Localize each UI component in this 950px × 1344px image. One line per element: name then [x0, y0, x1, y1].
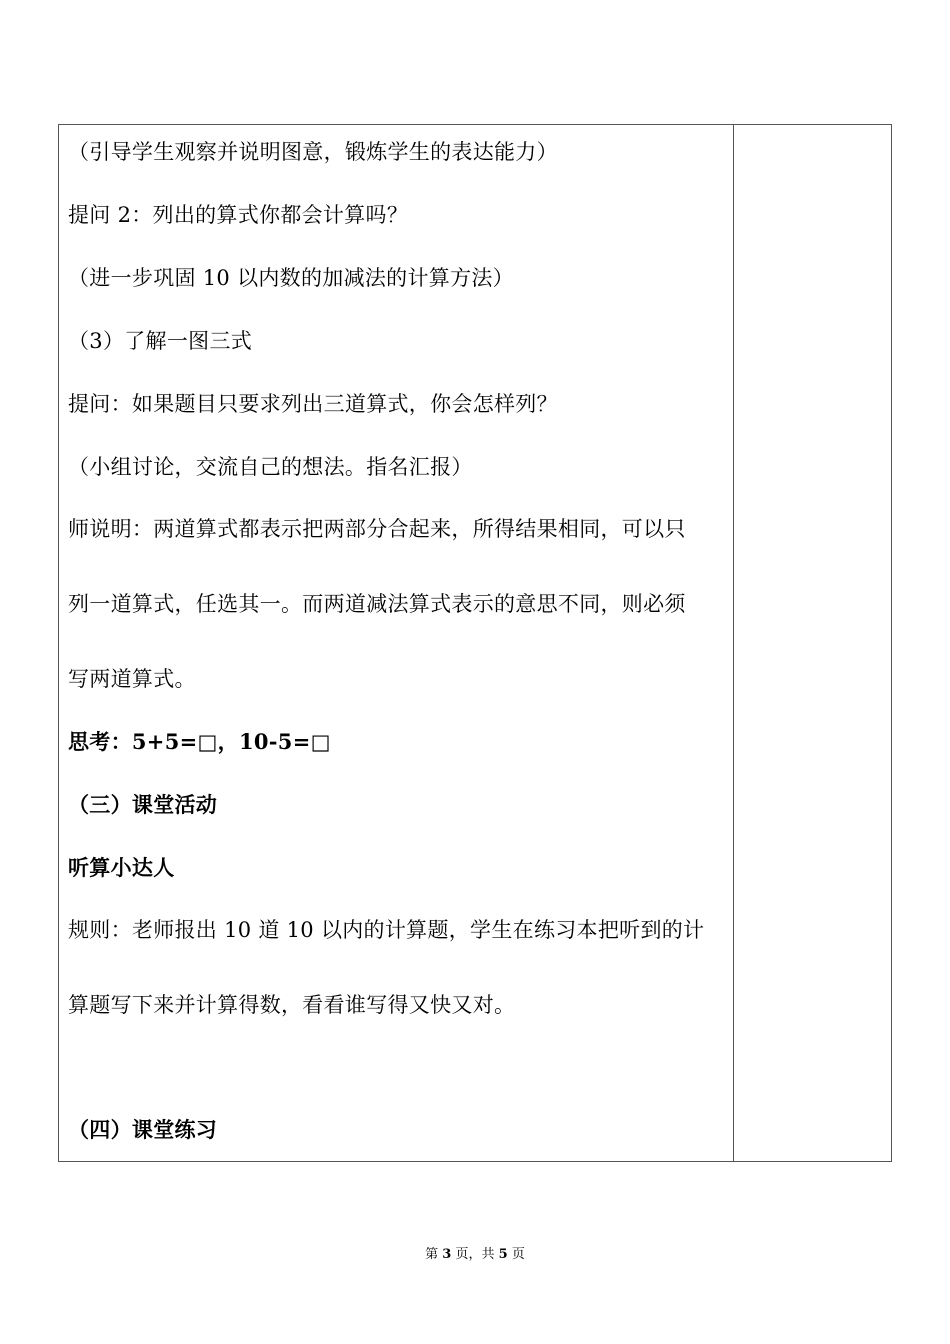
table-column-divider	[733, 124, 734, 1162]
text-line: 提问：如果题目只要求列出三道算式，你会怎样列？	[68, 392, 558, 416]
text-line: （引导学生观察并说明图意，锻炼学生的表达能力）	[68, 140, 558, 164]
text-line: 列一道算式，任选其一。而两道减法算式表示的意思不同，则必须	[68, 592, 686, 616]
section-heading: （3）了解一图三式	[68, 329, 253, 353]
text-line: 算题写下来并计算得数，看看谁写得又快又对。	[68, 993, 516, 1017]
page-footer	[0, 1246, 950, 1264]
footer-suffix: 页	[511, 1247, 525, 1262]
footer-middle: 页，共	[455, 1247, 495, 1262]
text-line: 写两道算式。	[68, 667, 196, 691]
footer-prefix: 第	[425, 1247, 439, 1262]
section-heading: （三）课堂活动	[68, 792, 218, 817]
thinking-prompt: 思考：5+5=□，10-5=□	[68, 729, 331, 754]
text-line: （小组讨论，交流自己的想法。指名汇报）	[68, 455, 473, 479]
activity-title: 听算小达人	[68, 855, 175, 880]
section-heading: （四）课堂练习	[68, 1117, 218, 1142]
text-line: 规则：老师报出 10 道 10 以内的计算题，学生在练习本把听到的计	[68, 918, 705, 942]
text-line: 师说明：两道算式都表示把两部分合起来，所得结果相同，可以只	[68, 517, 686, 541]
text-line: 提问 2：列出的算式你都会计算吗？	[68, 203, 409, 227]
text-line: （进一步巩固 10 以内数的加减法的计算方法）	[68, 266, 514, 290]
total-page-number: 5	[498, 1247, 508, 1262]
current-page-number: 3	[442, 1247, 452, 1262]
